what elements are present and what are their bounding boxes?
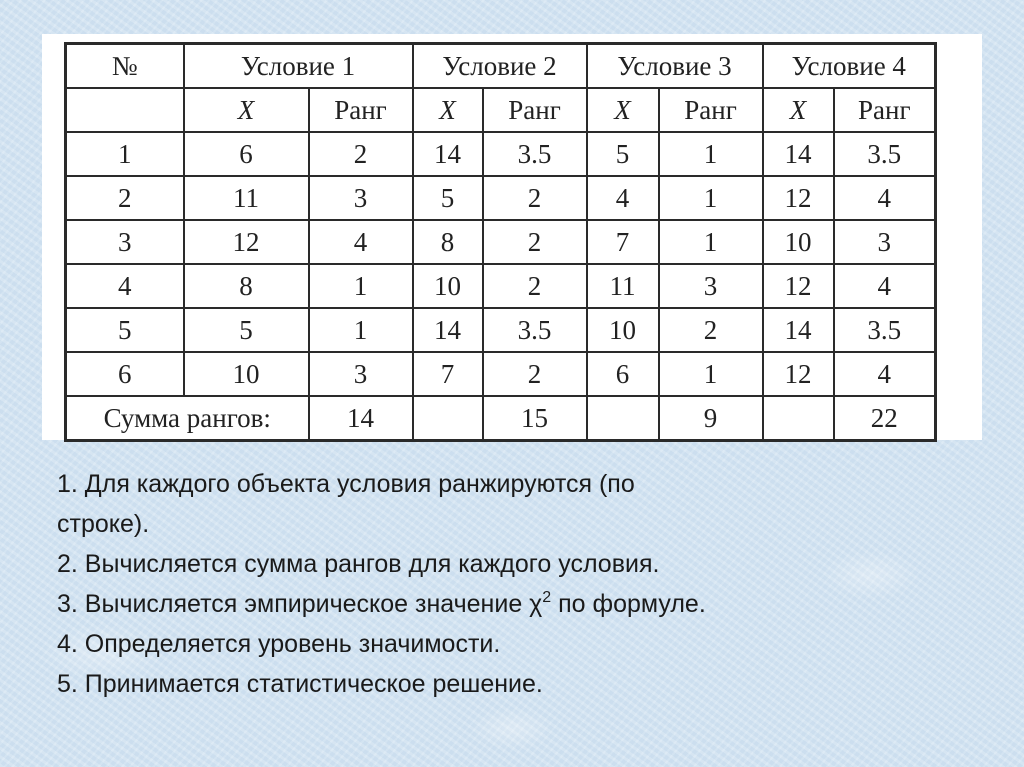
table-row bbox=[66, 308, 936, 352]
rank-sum-condition-3: 9 bbox=[659, 396, 763, 441]
rank-value: 2 bbox=[659, 308, 763, 352]
step-3-text-end: по формуле. bbox=[551, 590, 706, 618]
rank-column-header: Ранг bbox=[483, 88, 587, 132]
x-value: 14 bbox=[413, 308, 483, 352]
rank-value: 1 bbox=[659, 352, 763, 396]
x-value: 4 bbox=[587, 176, 659, 220]
rank-column-header: Ранг bbox=[834, 88, 936, 132]
x-value: 12 bbox=[763, 176, 834, 220]
condition-4-header: Условие 4 bbox=[763, 44, 936, 89]
x-value: 5 bbox=[587, 132, 659, 176]
step-4: 4. Определяется уровень значимости. bbox=[57, 630, 501, 658]
header-row-conditions bbox=[66, 44, 936, 89]
x-value: 8 bbox=[413, 220, 483, 264]
rank-value: 4 bbox=[834, 352, 936, 396]
table-row bbox=[66, 264, 936, 308]
table-row bbox=[66, 132, 936, 176]
rank-value: 4 bbox=[834, 176, 936, 220]
rank-value: 1 bbox=[659, 220, 763, 264]
empty-cell bbox=[413, 396, 483, 441]
rank-value: 2 bbox=[483, 264, 587, 308]
rank-value: 2 bbox=[483, 176, 587, 220]
step-1-line-1: 1. Для каждого объекта условия ранжируются (по bbox=[57, 470, 635, 498]
x-value: 10 bbox=[763, 220, 834, 264]
x-value: 12 bbox=[184, 220, 309, 264]
row-number: 2 bbox=[66, 176, 184, 220]
step-1-line-2: строке). bbox=[57, 510, 150, 538]
step-2: 2. Вычисляется сумма рангов для каждого условия. bbox=[57, 550, 660, 578]
x-column-header: X bbox=[763, 88, 834, 132]
rank-value: 3 bbox=[659, 264, 763, 308]
step-3 bbox=[57, 584, 997, 624]
x-value: 5 bbox=[413, 176, 483, 220]
empty-cell bbox=[763, 396, 834, 441]
rank-value: 4 bbox=[834, 264, 936, 308]
rank-sum-condition-4: 22 bbox=[834, 396, 936, 441]
x-value: 5 bbox=[184, 308, 309, 352]
header-row-subcolumns bbox=[66, 88, 936, 132]
x-value: 14 bbox=[413, 132, 483, 176]
x-value: 6 bbox=[587, 352, 659, 396]
x-value: 10 bbox=[587, 308, 659, 352]
x-value: 11 bbox=[184, 176, 309, 220]
ranks-table bbox=[64, 42, 937, 442]
x-value: 12 bbox=[763, 352, 834, 396]
empty-cell bbox=[66, 88, 184, 132]
x-value: 8 bbox=[184, 264, 309, 308]
rank-value: 3.5 bbox=[834, 132, 936, 176]
rank-value: 1 bbox=[309, 264, 413, 308]
empty-cell bbox=[587, 396, 659, 441]
x-value: 7 bbox=[413, 352, 483, 396]
row-number: 6 bbox=[66, 352, 184, 396]
x-value: 7 bbox=[587, 220, 659, 264]
x-column-header: X bbox=[587, 88, 659, 132]
x-value: 14 bbox=[763, 132, 834, 176]
rank-value: 3.5 bbox=[483, 308, 587, 352]
rank-column-header: Ранг bbox=[309, 88, 413, 132]
rank-value: 1 bbox=[659, 176, 763, 220]
rank-value: 3.5 bbox=[483, 132, 587, 176]
x-column-header: X bbox=[184, 88, 309, 132]
condition-3-header: Условие 3 bbox=[587, 44, 763, 89]
x-value: 12 bbox=[763, 264, 834, 308]
number-header: № bbox=[66, 44, 184, 89]
x-value: 10 bbox=[413, 264, 483, 308]
table-row bbox=[66, 220, 936, 264]
table-panel bbox=[42, 34, 982, 440]
chi-square-exponent: 2 bbox=[542, 589, 552, 606]
row-number: 5 bbox=[66, 308, 184, 352]
procedure-steps bbox=[57, 464, 997, 704]
condition-1-header: Условие 1 bbox=[184, 44, 413, 89]
row-number: 3 bbox=[66, 220, 184, 264]
step-3-text: 3. Вычисляется эмпирическое значение χ bbox=[57, 590, 543, 618]
rank-value: 2 bbox=[483, 220, 587, 264]
table-row bbox=[66, 352, 936, 396]
rank-value: 3.5 bbox=[834, 308, 936, 352]
rank-value: 3 bbox=[834, 220, 936, 264]
sum-label: Сумма рангов: bbox=[66, 396, 309, 441]
x-value: 11 bbox=[587, 264, 659, 308]
x-column-header: X bbox=[413, 88, 483, 132]
condition-2-header: Условие 2 bbox=[413, 44, 587, 89]
x-value: 6 bbox=[184, 132, 309, 176]
rank-value: 3 bbox=[309, 352, 413, 396]
rank-sum-condition-2: 15 bbox=[483, 396, 587, 441]
x-value: 10 bbox=[184, 352, 309, 396]
row-number: 4 bbox=[66, 264, 184, 308]
table-row bbox=[66, 176, 936, 220]
step-5: 5. Принимается статистическое решение. bbox=[57, 670, 543, 698]
rank-sum-condition-1: 14 bbox=[309, 396, 413, 441]
rank-value: 4 bbox=[309, 220, 413, 264]
rank-value: 2 bbox=[483, 352, 587, 396]
rank-value: 3 bbox=[309, 176, 413, 220]
sum-row bbox=[66, 396, 936, 441]
rank-value: 1 bbox=[309, 308, 413, 352]
rank-column-header: Ранг bbox=[659, 88, 763, 132]
rank-value: 1 bbox=[659, 132, 763, 176]
rank-value: 2 bbox=[309, 132, 413, 176]
row-number: 1 bbox=[66, 132, 184, 176]
x-value: 14 bbox=[763, 308, 834, 352]
